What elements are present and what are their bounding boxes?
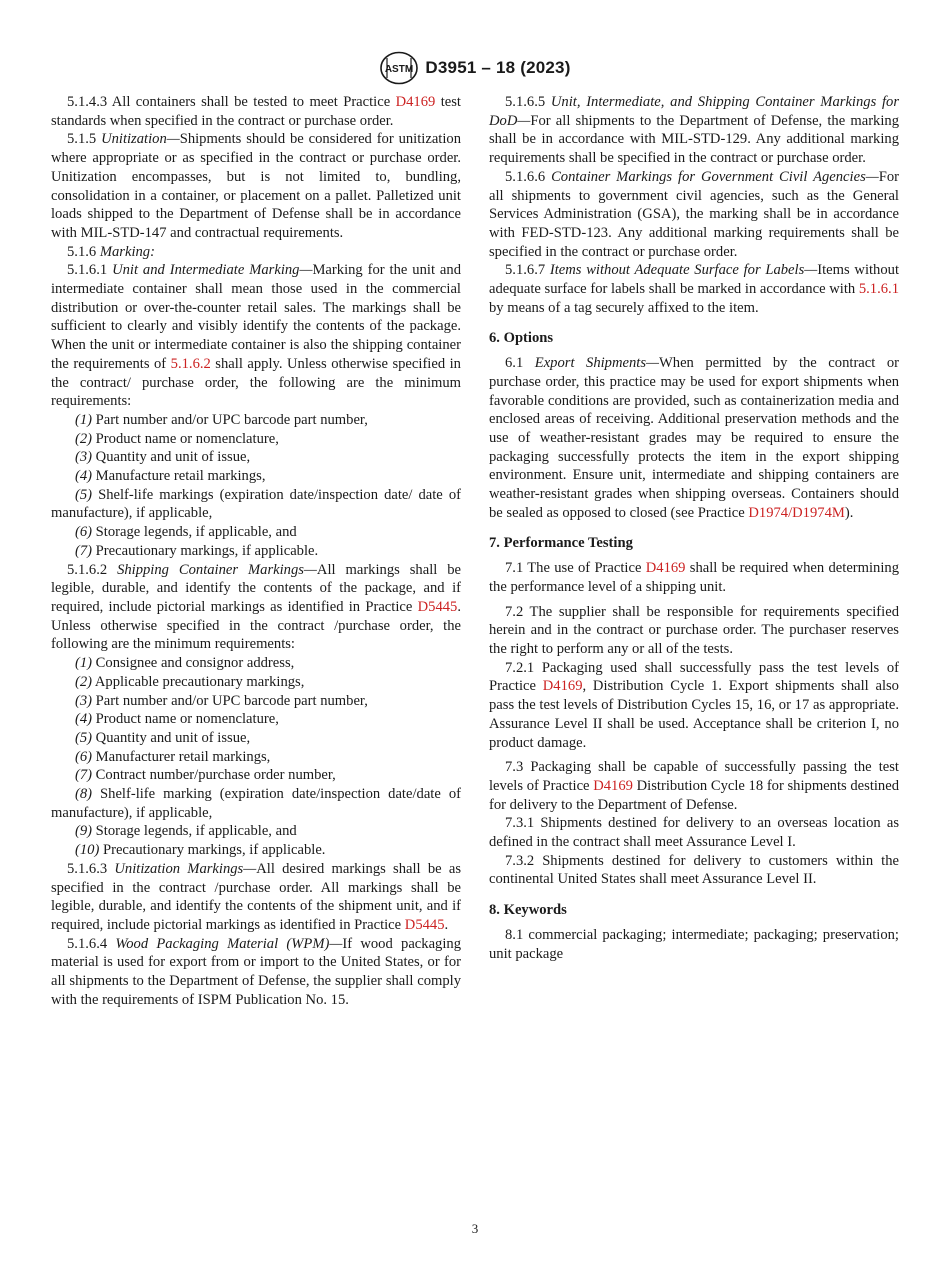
list-item: (7) Precautionary markings, if applicable.: [75, 542, 319, 559]
right-column: [489, 93, 899, 963]
list-item: (4) Manufacture retail markings,: [75, 468, 266, 485]
list-item: (1) Part number and/or UPC barcode part number,: [75, 411, 368, 428]
section-heading-options: 6. Options: [489, 330, 554, 347]
list-item: (5) Shelf-life markings (expiration date/inspection date/ date of manufacture), if applicable,: [51, 486, 461, 522]
para-5-1-6-3: 5.1.6.3 Unitization Markings—All desired markings shall be as specified in the contract /purchase order. All markings shall be legible, durable, and identify the contents of the shipment unit, and if required, include pictorial markings as identified in Practice D5445.: [51, 860, 462, 933]
para-7-3-2: 7.3.2 Shipments destined for delivery to customers within the continental United States shall meet Assurance Level II.: [489, 852, 899, 888]
section-heading-keywords: 8. Keywords: [489, 902, 567, 919]
para-5-1-6-1: 5.1.6.1 Unit and Intermediate Marking—Marking for the unit and intermediate container shall mean those used in the commercial distribution or over-the-counter retail sales. The markings shall be sufficient to clearly and visibly identify the contents of the package. When the unit or intermediate container is also the shipping container the requirements of 5.1.6.2 shall apply. Unless otherwise specified in the contract/ purchase order, the following are the minimum requirements:: [51, 262, 461, 410]
left-column: [51, 93, 461, 1009]
link-d5445[interactable]: D5445: [404, 916, 445, 933]
para-5-1-5: 5.1.5 Unitization—Shipments should be considered for unitization where appropriate or as specified in the contract or purchase order. Unitization encompasses, but is not limited to, bundling, consolidation in a container, or placement on a pallet. Palletized unit loads shipped to the Department of Defense shall be in accordance with MIL-STD-147 and contractual requirements.: [51, 131, 461, 241]
para-8-1: 8.1 commercial packaging; intermediate; packaging; preservation; unit package: [489, 926, 899, 962]
page-header: [0, 50, 950, 86]
astm-logo-icon: [379, 51, 419, 85]
list-item: (1) Consignee and consignor address,: [75, 655, 295, 672]
para-6-1: 6.1 Export Shipments—When permitted by the contract or purchase order, this practice may be used for export shipments when favorable conditions are provided, such as containerization media and enclosed areas of receiving. Additional preservation methods and the use of weather-resistant grades may be required to ensure the packaging successfully protects the item in the export shipping environment. Ensure unit, intermediate and shipping containers are weather-resistant grades when shipping overseas. Containers should be sealed as opposed to closed (see Practice D1974/D1974M).: [489, 355, 899, 521]
link-d5445[interactable]: D5445: [417, 598, 458, 615]
para-7-2-1: 7.2.1 Packaging used shall successfully pass the test levels of Practice D4169, Distribution Cycle 1. Export shipments shall also pass the test levels of Distribution Cycles 15, 16, or 17 as appropriate. Assurance Level II shall be used. Acceptance shall be criterion I, no product damage.: [489, 659, 899, 751]
para-5-1-4-3: 5.1.4.3 All containers shall be tested to meet Practice D4169 test standards when specified in the contract or purchase order.: [51, 94, 461, 129]
document-id: D3951 – 18 (2023): [425, 58, 571, 77]
para-5-1-6-2: 5.1.6.2 Shipping Container Markings—All markings shall be legible, durable, and identify the contents of the package, and if required, include pictorial markings as identified in Practice D5445. Unless otherwise specified in the contract /purchase order, the following are the minimum requirements:: [51, 561, 462, 653]
para-7-1: 7.1 The use of Practice D4169 shall be required when determining the performance level of a shipping unit.: [489, 560, 900, 595]
logo-text: ASTM: [385, 64, 414, 75]
list-item: (5) Quantity and unit of issue,: [75, 729, 251, 746]
link-d4169[interactable]: D4169: [645, 560, 686, 577]
para-5-1-6-5: 5.1.6.5 Unit, Intermediate, and Shipping Container Markings for DoD—For all shipments to the Department of Defense, the marking shall be in accordance with MIL-STD-129. Any additional marking requirements shall be specified in the contract or purchase order.: [489, 94, 900, 167]
para-5-1-6-4: 5.1.6.4 Wood Packaging Material (WPM)—If wood packaging material is used for export from or import to the United States, or for all shipments to the Department of Defense, the supplier shall comply with the requirements of ISPM Publication No. 15.: [51, 935, 462, 1008]
section-heading-performance-testing: 7. Performance Testing: [489, 535, 633, 552]
link-d4169[interactable]: D4169: [542, 678, 583, 695]
list-item: (2) Product name or nomenclature,: [75, 430, 279, 447]
list-item: (7) Contract number/purchase order number,: [75, 767, 336, 784]
list-item: (6) Manufacturer retail markings,: [75, 748, 271, 765]
list-item: (3) Part number and/or UPC barcode part number,: [75, 692, 368, 709]
para-7-2: 7.2 The supplier shall be responsible for requirements specified herein and in the contract or purchase order. The purchaser reserves the right to perform any or all of the tests.: [489, 603, 899, 657]
list-item: (8) Shelf-life marking (expiration date/inspection date/date of manufacture), if applicable,: [51, 786, 461, 821]
link-d4169[interactable]: D4169: [593, 777, 633, 794]
para-7-3: 7.3 Packaging shall be capable of successfully passing the test levels of Practice D4169 Distribution Cycle 18 for shipments destined for delivery to the Department of Defense.: [489, 759, 900, 813]
para-5-1-6-7: 5.1.6.7 Items without Adequate Surface for Labels—Items without adequate surface for labels shall be marked in accordance with 5.1.6.1 by means of a tag securely affixed to the item.: [489, 262, 899, 316]
page-number: 3: [471, 1221, 479, 1236]
list-item: (9) Storage legends, if applicable, and: [75, 823, 297, 840]
para-5-1-6-6: 5.1.6.6 Container Markings for Government Civil Agencies—For all shipments to government civil agencies, such as the General Services Administration (GSA), the marking shall be in accordance with FED-STD-123. Any additional marking requirements shall be specified in the contract or purchase order.: [489, 168, 900, 260]
list-item: (4) Product name or nomenclature,: [75, 711, 279, 728]
list-item: (10) Precautionary markings, if applicable.: [75, 842, 326, 859]
para-7-3-1: 7.3.1 Shipments destined for delivery to an overseas location as defined in the contract shall meet Assurance Level I.: [489, 815, 899, 851]
list-item: (6) Storage legends, if applicable, and: [75, 524, 297, 541]
list-item: (2) Applicable precautionary markings,: [75, 673, 305, 690]
link-5-1-6-2[interactable]: 5.1.6.2: [170, 355, 211, 372]
list-item: (3) Quantity and unit of issue,: [75, 449, 251, 466]
link-d4169[interactable]: D4169: [395, 94, 436, 110]
link-5-1-6-1[interactable]: 5.1.6.1: [858, 281, 899, 298]
para-5-1-6: 5.1.6 Marking:: [67, 243, 155, 260]
link-d1974[interactable]: D1974/D1974M: [748, 504, 845, 521]
